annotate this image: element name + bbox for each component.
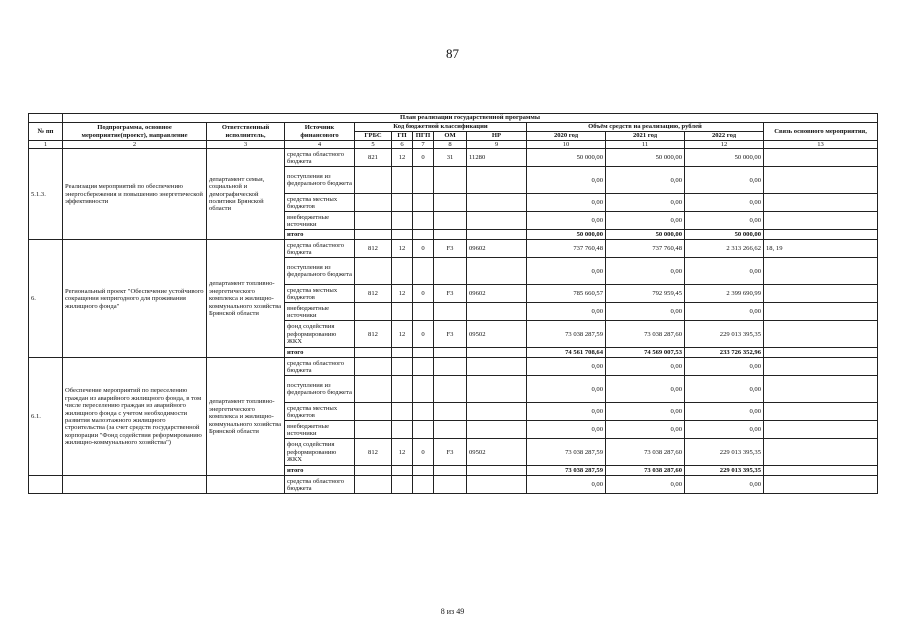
gp-cell: 12 — [392, 285, 413, 303]
header-2021: 2021 год — [606, 132, 685, 141]
source-cell: фонд содействия реформированию ЖКХ — [285, 321, 355, 348]
amount-2022-cell: 0,00 — [685, 167, 764, 194]
nr-cell: 09502 — [467, 439, 527, 466]
col-number: 8 — [434, 141, 467, 149]
amount-2022-cell: 0,00 — [685, 194, 764, 212]
pgp-cell — [413, 403, 434, 421]
empty-cell — [413, 348, 434, 358]
grbs-cell — [355, 358, 392, 376]
link-cell — [764, 212, 878, 230]
empty-cell — [467, 466, 527, 476]
nr-cell — [467, 421, 527, 439]
pgp-cell: 0 — [413, 285, 434, 303]
pgp-cell — [413, 194, 434, 212]
amount-2022-cell: 2 313 266,62 — [685, 240, 764, 258]
page-number: 87 — [446, 46, 459, 61]
total-2022-cell: 229 013 395,35 — [685, 466, 764, 476]
grbs-cell — [355, 258, 392, 285]
amount-2021-cell: 792 959,45 — [606, 285, 685, 303]
amount-2020-cell: 0,00 — [527, 421, 606, 439]
gp-cell — [392, 476, 413, 494]
section-number: 6. — [29, 240, 63, 358]
empty-cell — [392, 230, 413, 240]
gp-cell: 12 — [392, 321, 413, 348]
link-cell — [764, 258, 878, 285]
amount-2021-cell: 73 038 287,60 — [606, 439, 685, 466]
total-label: итого — [285, 348, 355, 358]
om-cell: F3 — [434, 439, 467, 466]
total-2020-cell: 50 000,00 — [527, 230, 606, 240]
om-cell — [434, 212, 467, 230]
empty-cell — [467, 230, 527, 240]
amount-2021-cell: 0,00 — [606, 376, 685, 403]
pgp-cell: 0 — [413, 240, 434, 258]
section-title: Реализация мероприятий по обеспечению энергосбережения и повышению энергетической эффективности — [63, 149, 207, 240]
empty-cell — [355, 466, 392, 476]
total-2021-cell: 50 000,00 — [606, 230, 685, 240]
total-label: итого — [285, 466, 355, 476]
grbs-cell — [355, 376, 392, 403]
amount-2021-cell: 0,00 — [606, 194, 685, 212]
pgp-cell — [413, 421, 434, 439]
om-cell: F3 — [434, 285, 467, 303]
section-title — [63, 476, 207, 494]
amount-2020-cell: 0,00 — [527, 167, 606, 194]
grbs-cell — [355, 421, 392, 439]
empty-cell — [434, 348, 467, 358]
nr-cell — [467, 476, 527, 494]
total-2020-cell: 73 038 287,59 — [527, 466, 606, 476]
section-number — [29, 476, 63, 494]
om-cell — [434, 167, 467, 194]
section-number: 5.1.3. — [29, 149, 63, 240]
om-cell — [434, 194, 467, 212]
amount-2022-cell: 229 013 395,35 — [685, 439, 764, 466]
gp-cell — [392, 167, 413, 194]
amount-2022-cell: 0,00 — [685, 258, 764, 285]
om-cell: F3 — [434, 240, 467, 258]
empty-cell — [355, 230, 392, 240]
amount-2022-cell: 229 013 395,35 — [685, 321, 764, 348]
gp-cell — [392, 403, 413, 421]
grbs-cell — [355, 212, 392, 230]
link-cell — [764, 321, 878, 348]
link-cell — [764, 358, 878, 376]
amount-2022-cell: 0,00 — [685, 403, 764, 421]
amount-2022-cell: 0,00 — [685, 421, 764, 439]
pgp-cell — [413, 167, 434, 194]
pgp-cell: 0 — [413, 439, 434, 466]
source-cell: средства областного бюджета — [285, 240, 355, 258]
header-2022: 2022 год — [685, 132, 764, 141]
om-cell — [434, 303, 467, 321]
source-cell: средства местных бюджетов — [285, 194, 355, 212]
source-cell: внебюджетные источники — [285, 212, 355, 230]
col-number: 7 — [413, 141, 434, 149]
total-2022-cell: 50 000,00 — [685, 230, 764, 240]
empty-cell — [392, 466, 413, 476]
table-row — [29, 240, 878, 258]
col-number: 1 — [29, 141, 63, 149]
pgp-cell — [413, 476, 434, 494]
gp-cell — [392, 376, 413, 403]
nr-cell — [467, 376, 527, 403]
header-subprogram: Подпрограмма, основное мероприятие(проект), направление — [63, 123, 207, 141]
amount-2022-cell: 0,00 — [685, 212, 764, 230]
source-cell: поступления из федерального бюджета — [285, 167, 355, 194]
pgp-cell — [413, 258, 434, 285]
header-source: Источник финансового — [285, 123, 355, 141]
section-title: Региональный проект "Обеспечение устойчивого сокращения непригодного для проживания жилищного фонда" — [63, 240, 207, 358]
source-cell: фонд содействия реформированию ЖКХ — [285, 439, 355, 466]
col-number: 6 — [392, 141, 413, 149]
grbs-cell: 812 — [355, 439, 392, 466]
total-2022-cell: 233 726 352,96 — [685, 348, 764, 358]
header-link: Связь основного мероприятия, — [764, 123, 878, 141]
om-cell: 31 — [434, 149, 467, 167]
table-title-spacer — [29, 114, 63, 123]
link-cell — [764, 421, 878, 439]
table-title: План реализации государственной программы — [63, 114, 878, 123]
header-budget-code: Код бюджетной классификации — [355, 123, 527, 132]
grbs-cell — [355, 303, 392, 321]
link-cell — [764, 167, 878, 194]
empty-cell — [413, 466, 434, 476]
om-cell — [434, 403, 467, 421]
amount-2021-cell: 0,00 — [606, 358, 685, 376]
amount-2020-cell: 737 760,48 — [527, 240, 606, 258]
col-number: 11 — [606, 141, 685, 149]
amount-2021-cell: 0,00 — [606, 258, 685, 285]
om-cell — [434, 421, 467, 439]
grbs-cell: 812 — [355, 240, 392, 258]
page-footer: 8 из 49 — [440, 607, 465, 616]
header-nr: НР — [467, 132, 527, 141]
amount-2020-cell: 785 660,57 — [527, 285, 606, 303]
grbs-cell — [355, 167, 392, 194]
amount-2020-cell: 0,00 — [527, 358, 606, 376]
empty-cell — [392, 348, 413, 358]
grbs-cell: 821 — [355, 149, 392, 167]
amount-2020-cell: 0,00 — [527, 376, 606, 403]
pgp-cell: 0 — [413, 321, 434, 348]
source-cell: средства областного бюджета — [285, 476, 355, 494]
amount-2020-cell: 0,00 — [527, 212, 606, 230]
header-pgp: ПГП — [413, 132, 434, 141]
source-cell: средства областного бюджета — [285, 149, 355, 167]
col-number: 5 — [355, 141, 392, 149]
col-number: 2 — [63, 141, 207, 149]
pgp-cell: 0 — [413, 149, 434, 167]
om-cell — [434, 476, 467, 494]
link-cell — [764, 303, 878, 321]
section-responsible: департамент топливно-энергетического комплекса и жилищно-коммунального хозяйства Брянской области — [207, 358, 285, 476]
link-cell — [764, 149, 878, 167]
nr-cell: 11280 — [467, 149, 527, 167]
amount-2022-cell: 0,00 — [685, 303, 764, 321]
grbs-cell — [355, 403, 392, 421]
gp-cell — [392, 258, 413, 285]
header-grbs: ГРБС — [355, 132, 392, 141]
nr-cell — [467, 358, 527, 376]
nr-cell — [467, 212, 527, 230]
om-cell — [434, 376, 467, 403]
gp-cell — [392, 303, 413, 321]
amount-2021-cell: 0,00 — [606, 421, 685, 439]
empty-cell — [764, 230, 878, 240]
header-amount: Объём средств на реализацию, рублей — [527, 123, 764, 132]
gp-cell — [392, 212, 413, 230]
source-cell: средства областного бюджета — [285, 358, 355, 376]
table-row — [29, 476, 878, 494]
total-2021-cell: 74 569 007,53 — [606, 348, 685, 358]
amount-2021-cell: 73 038 287,60 — [606, 321, 685, 348]
amount-2020-cell: 73 038 287,59 — [527, 321, 606, 348]
table-row — [29, 149, 878, 167]
amount-2021-cell: 0,00 — [606, 303, 685, 321]
link-cell — [764, 476, 878, 494]
header-om: ОМ — [434, 132, 467, 141]
column-number-row — [29, 141, 878, 149]
empty-cell — [764, 348, 878, 358]
total-label: итого — [285, 230, 355, 240]
source-cell: средства местных бюджетов — [285, 285, 355, 303]
amount-2021-cell: 0,00 — [606, 212, 685, 230]
gp-cell: 12 — [392, 240, 413, 258]
gp-cell — [392, 421, 413, 439]
nr-cell — [467, 194, 527, 212]
section-responsible: департамент топливно-энергетического комплекса и жилищно-коммунального хозяйства Брянской области — [207, 240, 285, 358]
link-cell — [764, 376, 878, 403]
empty-cell — [467, 348, 527, 358]
source-cell: поступления из федерального бюджета — [285, 258, 355, 285]
amount-2022-cell: 50 000,00 — [685, 149, 764, 167]
empty-cell — [434, 230, 467, 240]
source-cell: поступления из федерального бюджета — [285, 376, 355, 403]
header-2020: 2020 год — [527, 132, 606, 141]
col-number: 3 — [207, 141, 285, 149]
total-2021-cell: 73 038 287,60 — [606, 466, 685, 476]
header-num: № пп — [29, 123, 63, 141]
pgp-cell — [413, 303, 434, 321]
amount-2020-cell: 0,00 — [527, 303, 606, 321]
nr-cell — [467, 258, 527, 285]
empty-cell — [413, 230, 434, 240]
col-number: 9 — [467, 141, 527, 149]
amount-2021-cell: 50 000,00 — [606, 149, 685, 167]
amount-2022-cell: 0,00 — [685, 376, 764, 403]
nr-cell — [467, 303, 527, 321]
gp-cell: 12 — [392, 439, 413, 466]
om-cell — [434, 258, 467, 285]
pgp-cell — [413, 358, 434, 376]
table-row — [29, 358, 878, 376]
link-cell: 18, 19 — [764, 240, 878, 258]
nr-cell: 09602 — [467, 240, 527, 258]
source-cell: средства местных бюджетов — [285, 403, 355, 421]
section-title: Обеспечение мероприятий по переселению граждан из аварийного жилищного фонда, в том числе переселению граждан из аварийного жилищного фонда с учетом необходимости развития малоэтажного жилищного строительства (за счет средств государственной корпорации "Фонд содействия реформированию жилищно-коммунального хозяйства") — [63, 358, 207, 476]
section-number: 6.1. — [29, 358, 63, 476]
col-number: 13 — [764, 141, 878, 149]
gp-cell — [392, 194, 413, 212]
amount-2020-cell: 0,00 — [527, 476, 606, 494]
gp-cell — [392, 358, 413, 376]
nr-cell — [467, 403, 527, 421]
plan-table — [28, 113, 878, 494]
grbs-cell: 812 — [355, 321, 392, 348]
col-number: 10 — [527, 141, 606, 149]
pgp-cell — [413, 212, 434, 230]
empty-cell — [434, 466, 467, 476]
source-cell: внебюджетные источники — [285, 421, 355, 439]
plan-table-body — [29, 149, 878, 494]
grbs-cell: 812 — [355, 285, 392, 303]
nr-cell: 09502 — [467, 321, 527, 348]
amount-2020-cell: 0,00 — [527, 258, 606, 285]
link-cell — [764, 403, 878, 421]
col-number: 12 — [685, 141, 764, 149]
amount-2020-cell: 50 000,00 — [527, 149, 606, 167]
source-cell: внебюджетные источники — [285, 303, 355, 321]
nr-cell: 09602 — [467, 285, 527, 303]
link-cell — [764, 194, 878, 212]
amount-2021-cell: 737 760,48 — [606, 240, 685, 258]
amount-2021-cell: 0,00 — [606, 476, 685, 494]
total-2020-cell: 74 561 708,64 — [527, 348, 606, 358]
section-responsible: департамент семьи, социальной и демографической политики Брянской области — [207, 149, 285, 240]
nr-cell — [467, 167, 527, 194]
amount-2020-cell: 0,00 — [527, 403, 606, 421]
om-cell: F3 — [434, 321, 467, 348]
header-gp: ГП — [392, 132, 413, 141]
section-responsible — [207, 476, 285, 494]
gp-cell: 12 — [392, 149, 413, 167]
amount-2021-cell: 0,00 — [606, 167, 685, 194]
pgp-cell — [413, 376, 434, 403]
amount-2022-cell: 2 399 690,99 — [685, 285, 764, 303]
link-cell — [764, 439, 878, 466]
empty-cell — [355, 348, 392, 358]
grbs-cell — [355, 476, 392, 494]
grbs-cell — [355, 194, 392, 212]
amount-2021-cell: 0,00 — [606, 403, 685, 421]
amount-2022-cell: 0,00 — [685, 358, 764, 376]
link-cell — [764, 285, 878, 303]
empty-cell — [764, 466, 878, 476]
amount-2020-cell: 0,00 — [527, 194, 606, 212]
om-cell — [434, 358, 467, 376]
header-responsible: Ответственный исполнитель, — [207, 123, 285, 141]
amount-2022-cell: 0,00 — [685, 476, 764, 494]
amount-2020-cell: 73 038 287,59 — [527, 439, 606, 466]
col-number: 4 — [285, 141, 355, 149]
